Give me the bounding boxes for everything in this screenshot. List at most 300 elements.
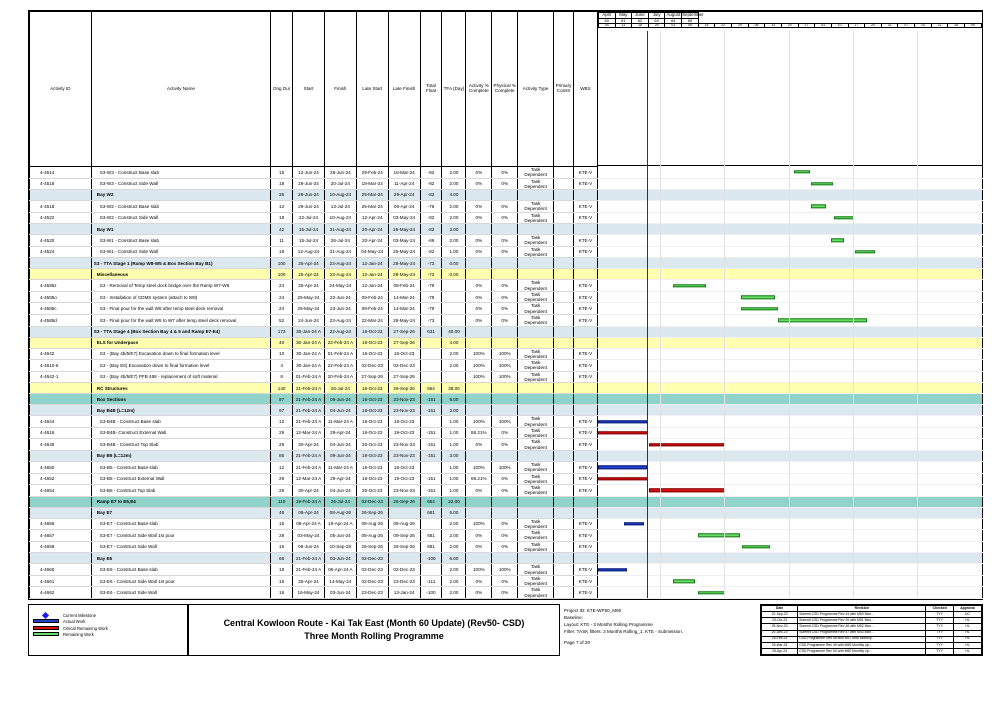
cell-late_finish: [388, 553, 420, 564]
table-row[interactable]: [30, 473, 983, 485]
cell-late_start: 16-Oct-23: [356, 405, 388, 416]
table-row[interactable]: [30, 235, 983, 247]
title-line-1: Central Kowloon Route - Kai Tak East (Month 60 Update) (Rev50- CSD): [223, 617, 525, 628]
cell-activity_name: S3-W1 - Construct Side Wall: [91, 246, 270, 258]
table-row[interactable]: [30, 507, 983, 518]
table-row[interactable]: [30, 201, 983, 213]
revision-col-header: Revision: [798, 606, 926, 612]
cell-start: 21-Feb-24 A: [293, 383, 325, 394]
table-row[interactable]: [30, 394, 983, 405]
table-row[interactable]: [30, 166, 983, 178]
table-row[interactable]: [30, 269, 983, 280]
cell-late_finish: 28-May-24: [388, 315, 420, 327]
cell-start: 25-Apr-24: [293, 258, 325, 269]
cell-activity_id: 4-4642-1: [30, 371, 92, 383]
cell-late_finish: 16-Oct-23: [388, 416, 420, 428]
table-row[interactable]: [30, 360, 983, 372]
col-header-start: Start: [293, 12, 325, 167]
cell-orig_dur: 110: [271, 496, 293, 507]
cell-late_finish: 03-May-24: [388, 212, 420, 224]
cell-finish: 09-Jun-24: [324, 450, 356, 461]
cell-activity_type: Task Dependent: [518, 315, 554, 327]
revision-cell: HL: [954, 636, 982, 642]
col-header-late_start: Late Start: [356, 12, 388, 167]
cell-primary_const: [554, 212, 574, 224]
cell-primary_const: [554, 224, 574, 235]
cell-total_float: 681: [420, 541, 442, 553]
cell-start: 16-May-24: [293, 587, 325, 599]
table-row[interactable]: [30, 291, 983, 303]
cell-wbs: KTE-V: [573, 280, 597, 292]
cell-finish: 10-Aug-24: [324, 190, 356, 201]
table-row[interactable]: [30, 326, 983, 337]
cell-activity_id: [30, 553, 92, 564]
cell-activity_name: Bay E7: [91, 507, 270, 518]
cell-late_finish: 16-Oct-23: [388, 461, 420, 473]
cell-orig_dur: 85: [271, 450, 293, 461]
cell-primary_const: [554, 166, 574, 178]
cell-orig_dur: 40: [271, 337, 293, 348]
cell-physical_pct: 0%: [492, 439, 518, 451]
revision-cell: HL: [954, 630, 982, 636]
cell-start: 21-Feb-24 A: [293, 564, 325, 576]
title-line-2: Three Month Rolling Programme: [304, 631, 444, 641]
cell-start: 21-Feb-24 A: [293, 553, 325, 564]
cell-activity_name: Bay W1: [91, 224, 270, 235]
cell-finish: 23-Aug-24: [324, 315, 356, 327]
table-row[interactable]: [30, 575, 983, 587]
cell-activity_id: [30, 326, 92, 337]
cell-finish: 28-Jun-24: [324, 166, 356, 178]
cell-tfa_day: 4.00: [442, 337, 466, 348]
cell-activity_id: 4-4652: [30, 473, 92, 485]
cell-total_float: [420, 564, 442, 576]
cell-physical_pct: 100%: [492, 461, 518, 473]
col-header-activity_type: Activity Type: [518, 12, 554, 167]
table-row[interactable]: [30, 315, 983, 327]
cell-activity_name: S3-E7 - Construct Side Wall: [91, 541, 270, 553]
cell-activity_pct: 0%: [466, 439, 492, 451]
cell-orig_dur: 24: [271, 280, 293, 292]
col-header-total_float: Total Float: [420, 12, 442, 167]
gantt-bar: [598, 431, 648, 434]
cell-activity_id: 4-4520: [30, 235, 92, 247]
cell-late_start: 08-Aug-26: [356, 530, 388, 542]
cell-finish: 11-Mar-24 A: [324, 416, 356, 428]
cell-late_start: 16-Oct-23: [356, 337, 388, 348]
cell-activity_pct: [466, 496, 492, 507]
cell-start: 29-Jun-24: [293, 178, 325, 190]
cell-activity_id: 4-4514: [30, 166, 92, 178]
cell-late_finish: 02-Dec-23: [388, 360, 420, 372]
project-id: Project ID: KTE-WP50_M60: [564, 608, 622, 613]
col-header-orig_dur: Orig Dur: [271, 12, 293, 167]
cell-wbs: KTE-V: [573, 201, 597, 213]
table-row[interactable]: [30, 416, 983, 428]
cell-finish: 10-Aug-24: [324, 212, 356, 224]
cell-primary_const: [554, 450, 574, 461]
cell-activity_type: Task Dependent: [518, 416, 554, 428]
table-row[interactable]: [30, 280, 983, 292]
table-row[interactable]: [30, 541, 983, 553]
cell-physical_pct: [492, 269, 518, 280]
table-row[interactable]: [30, 258, 983, 269]
cell-late_finish: 14-Mar-24: [388, 291, 420, 303]
cell-wbs: [573, 394, 597, 405]
cell-activity_id: 4-4644: [30, 416, 92, 428]
table-row[interactable]: [30, 190, 983, 201]
gantt-bar: [811, 182, 833, 185]
table-row[interactable]: [30, 587, 983, 599]
cell-activity_type: [518, 496, 554, 507]
cell-wbs: KTE-V: [573, 178, 597, 190]
cell-late_finish: [388, 507, 420, 518]
cell-primary_const: [554, 575, 574, 587]
cell-tfa_day: 4.00: [442, 190, 466, 201]
legend-item: [33, 613, 187, 618]
table-row[interactable]: [30, 450, 983, 461]
table-row[interactable]: [30, 427, 983, 439]
cell-activity_name: S3-B4B- Construct External Wall: [91, 427, 270, 439]
cell-activity_name: S3-W2 - Construct Base slab: [91, 201, 270, 213]
cell-start: 06-Jun-24: [293, 541, 325, 553]
cell-late_start: 25-Mar-24: [356, 201, 388, 213]
cell-orig_dur: 29: [271, 473, 293, 485]
cell-activity_name: S3 - Installation of CDMS system (attach to W8): [91, 291, 270, 303]
cell-late_finish: 29-Apr-24: [388, 190, 420, 201]
cell-wbs: KTE-V: [573, 303, 597, 315]
cell-activity_type: Task Dependent: [518, 291, 554, 303]
title-block: [188, 604, 560, 656]
cell-activity_type: Task Dependent: [518, 427, 554, 439]
cell-primary_const: [554, 564, 574, 576]
cell-primary_const: [554, 383, 574, 394]
cell-physical_pct: [492, 258, 518, 269]
cell-orig_dur: 15: [271, 518, 293, 530]
table-row[interactable]: [30, 564, 983, 576]
cell-physical_pct: 100%: [492, 360, 518, 372]
revision-cell: 25-Nov-23: [762, 624, 798, 630]
cell-orig_dur: 18: [271, 212, 293, 224]
cell-tfa_day: 2.00: [442, 518, 466, 530]
cell-finish: 03-Jun-24: [324, 587, 356, 599]
cell-physical_pct: 100%: [492, 348, 518, 360]
cell-activity_name: Bay W2: [91, 190, 270, 201]
cell-primary_const: [554, 360, 574, 372]
cell-orig_dur: 15: [271, 541, 293, 553]
cell-start: 30-Jan-24 A: [293, 360, 325, 372]
cell-tfa_day: 3.00: [442, 224, 466, 235]
table-row[interactable]: [30, 405, 983, 416]
col-header-finish: Finish: [324, 12, 356, 167]
table-row[interactable]: [30, 383, 983, 394]
cell-total_float: -151: [420, 439, 442, 451]
cell-orig_dur: 52: [271, 315, 293, 327]
cell-activity_pct: 0%: [466, 575, 492, 587]
col-header-tfa_day: TFA (Day): [442, 12, 466, 167]
cell-physical_pct: 0%: [492, 518, 518, 530]
legend-item: [33, 632, 187, 637]
cell-total_float: -73: [420, 269, 442, 280]
cell-wbs: KTE-V: [573, 564, 597, 576]
table-row[interactable]: [30, 530, 983, 542]
cell-activity_type: Task Dependent: [518, 587, 554, 599]
cell-activity_type: Task Dependent: [518, 280, 554, 292]
table-row[interactable]: [30, 224, 983, 235]
cell-activity_type: [518, 394, 554, 405]
table-row[interactable]: [30, 496, 983, 507]
gantt-bar: [834, 216, 854, 219]
table-row[interactable]: [30, 303, 983, 315]
cell-late_start: 16-Oct-23: [356, 427, 388, 439]
cell-activity_name: S3-W3 - Construct Base slab: [91, 166, 270, 178]
cell-late_finish: 19-Oct-23: [388, 427, 420, 439]
cell-activity_pct: 0%: [466, 178, 492, 190]
revision-cell: DC: [954, 612, 982, 618]
col-header-activity_pct: Activity % Complete: [466, 12, 492, 167]
cell-activity_pct: [466, 224, 492, 235]
cell-wbs: [573, 507, 597, 518]
cell-activity_type: [518, 190, 554, 201]
cell-physical_pct: 0%: [492, 235, 518, 247]
cell-late_finish: 06-Apr-24: [388, 201, 420, 213]
cell-late_finish: 28-May-24: [388, 258, 420, 269]
cell-activity_id: [30, 394, 92, 405]
cell-activity_type: Task Dependent: [518, 564, 554, 576]
cell-physical_pct: 0%: [492, 246, 518, 258]
cell-activity_name: S3-W1 - Construct Base slab: [91, 235, 270, 247]
cell-tfa_day: 2.00: [442, 575, 466, 587]
revision-cell: Summit CSD Programme Rev 46 with M52 Mon...: [798, 624, 926, 630]
gantt-bar: [598, 568, 627, 571]
cell-tfa_day: 1.00: [442, 485, 466, 497]
cell-late_finish: 23-Nov-23: [388, 450, 420, 461]
cell-orig_dur: 28: [271, 530, 293, 542]
cell-total_float: -111: [420, 575, 442, 587]
cell-orig_dur: 12: [271, 201, 293, 213]
cell-total_float: 654: [420, 496, 442, 507]
cell-total_float: -82: [420, 224, 442, 235]
cell-late_start: 20-Apr-24: [356, 224, 388, 235]
cell-finish: 24-May-24: [324, 280, 356, 292]
cell-start: 21-Feb-24 A: [293, 416, 325, 428]
gantt-bar: [649, 443, 725, 446]
cell-orig_dur: 24: [271, 303, 293, 315]
table-row[interactable]: [30, 439, 983, 451]
page-number: Page 7 of 20: [564, 640, 591, 646]
cell-activity_name: S3-W3 - Construct Side Wall: [91, 178, 270, 190]
cell-physical_pct: 0%: [492, 427, 518, 439]
cell-late_start: 26-Sep-26: [356, 541, 388, 553]
cell-orig_dur: 97: [271, 394, 293, 405]
cell-physical_pct: 0%: [492, 587, 518, 599]
gantt-bar: [831, 239, 843, 242]
cell-start: 12-Mar-24 A: [293, 473, 325, 485]
cell-wbs: [573, 326, 597, 337]
cell-finish: 20-Feb-24 A: [324, 371, 356, 383]
cell-finish: 04-Jun-24: [324, 405, 356, 416]
cell-physical_pct: 0%: [492, 541, 518, 553]
cell-orig_dur: 12: [271, 461, 293, 473]
cell-wbs: KTE-V: [573, 166, 597, 178]
revision-col-header: Checked: [926, 606, 954, 612]
cell-activity_name: Bay B4B (L=12m): [91, 405, 270, 416]
cell-activity_type: Task Dependent: [518, 518, 554, 530]
milestone-diamond-icon: [33, 613, 59, 618]
cell-total_float: -82: [420, 178, 442, 190]
baseline: Baseline:: [564, 615, 583, 621]
cell-late_start: 20-Oct-23: [356, 439, 388, 451]
cell-activity_type: Task Dependent: [518, 212, 554, 224]
cell-orig_dur: 11: [271, 235, 293, 247]
cell-orig_dur: 100: [271, 258, 293, 269]
cell-tfa_day: 0.00: [442, 269, 466, 280]
table-row[interactable]: [30, 518, 983, 530]
cell-primary_const: [554, 235, 574, 247]
cell-late_start: 23-Dec-23: [356, 587, 388, 599]
cell-activity_type: [518, 507, 554, 518]
legend-bar-icon: [33, 619, 59, 624]
cell-activity_id: 4-4516: [30, 178, 92, 190]
cell-orig_dur: 16: [271, 587, 293, 599]
cell-tfa_day: 28.00: [442, 383, 466, 394]
cell-total_float: -79: [420, 303, 442, 315]
cell-total_float: -100: [420, 553, 442, 564]
table-row[interactable]: [30, 246, 983, 258]
cell-finish: 14-May-24: [324, 575, 356, 587]
cell-activity_id: 4-4522: [30, 212, 92, 224]
gantt-bar: [778, 319, 867, 322]
table-row[interactable]: [30, 348, 983, 360]
cell-primary_const: [554, 394, 574, 405]
cell-total_float: [420, 461, 442, 473]
table-row[interactable]: [30, 178, 983, 190]
cell-activity_type: Task Dependent: [518, 439, 554, 451]
cell-activity_pct: [466, 326, 492, 337]
cell-late_finish: 11-Apr-24: [388, 178, 420, 190]
cell-primary_const: [554, 280, 574, 292]
table-header-row: Activity ID Activity Name Orig Dur Start Finish Late Start Late Finish Total Float TFA (Day) Activity % Complete Physical % Complete Activity Type Primary Constr WBS April May June July August September 60 61 62 63 64 65 04 11 18 25 01 08 15 22 29 06 13 20 27 03 10 17 24 31 07 14 21 28 05: [30, 12, 983, 166]
cell-tfa_day: 1.00: [442, 473, 466, 485]
cell-activity_pct: 0%: [466, 201, 492, 213]
cell-primary_const: [554, 190, 574, 201]
cell-activity_type: [518, 450, 554, 461]
col-header-activity_name: Activity Name: [91, 12, 270, 167]
cell-physical_pct: [492, 507, 518, 518]
cell-start: 12-Jun-24: [293, 166, 325, 178]
legend-label: Current Milestone: [63, 612, 97, 618]
revision-cell: TYY: [926, 624, 954, 630]
cell-late_start: 02-Dec-23: [356, 575, 388, 587]
cell-activity_type: Task Dependent: [518, 530, 554, 542]
cell-wbs: KTE-V: [573, 575, 597, 587]
cell-orig_dur: 29: [271, 439, 293, 451]
cell-activity_pct: 86.21%: [466, 473, 492, 485]
table-row[interactable]: [30, 212, 983, 224]
cell-total_float: 681: [420, 530, 442, 542]
cell-tfa_day: 2.00: [442, 166, 466, 178]
table-row[interactable]: [30, 337, 983, 348]
revision-row: [762, 648, 982, 654]
cell-activity_pct: 0%: [466, 485, 492, 497]
cell-activity_name: S3 - TTA Stage 4 (Box Section Bay 4 & 5 and Ramp E7-E4): [91, 326, 270, 337]
cell-start: 12-Aug-24: [293, 246, 325, 258]
table-row[interactable]: [30, 461, 983, 473]
cell-primary_const: [554, 258, 574, 269]
cell-activity_pct: [466, 450, 492, 461]
cell-orig_dur: 46: [271, 507, 293, 518]
cell-late_finish: 02-Dec-23: [388, 564, 420, 576]
project-info-block: [560, 604, 760, 656]
cell-finish: 04-Jun-24: [324, 485, 356, 497]
cell-start: 08-Apr-24 A: [293, 518, 325, 530]
cell-physical_pct: 0%: [492, 485, 518, 497]
cell-start: 15-Jul-24: [293, 224, 325, 235]
table-row[interactable]: [30, 553, 983, 564]
table-row[interactable]: [30, 371, 983, 383]
cell-activity_type: Task Dependent: [518, 371, 554, 383]
cell-primary_const: [554, 439, 574, 451]
cell-finish: 22-Feb-24 A: [324, 337, 356, 348]
cell-tfa_day: 1.00: [442, 461, 466, 473]
cell-start: 25-Apr-24: [293, 280, 325, 292]
cell-total_float: -73: [420, 258, 442, 269]
cell-activity_name: S3 - (Bay 4b/5/E7) PFB 468 - replacement of soft material: [91, 371, 270, 383]
cell-tfa_day: 2.00: [442, 178, 466, 190]
cell-wbs: [573, 405, 597, 416]
cell-late_start: 16-Oct-23: [356, 394, 388, 405]
cell-primary_const: [554, 246, 574, 258]
table-row[interactable]: [30, 485, 983, 497]
cell-primary_const: [554, 348, 574, 360]
filter: Filter: TASK filters: 3 Months Rolling_1, KTE - Submission.: [564, 629, 684, 635]
cell-physical_pct: 0%: [492, 575, 518, 587]
cell-tfa_day: [442, 291, 466, 303]
cell-activity_pct: 100%: [466, 348, 492, 360]
cell-tfa_day: 1.00: [442, 427, 466, 439]
cell-late_start: 16-Oct-23: [356, 473, 388, 485]
cell-activity_type: [518, 553, 554, 564]
cell-late_start: 09-Feb-24: [356, 303, 388, 315]
cell-late_finish: 28-May-24: [388, 269, 420, 280]
cell-orig_dur: 140: [271, 383, 293, 394]
cell-activity_id: [30, 450, 92, 461]
cell-finish: 22-Feb-24 A: [324, 360, 356, 372]
cell-activity_type: Task Dependent: [518, 246, 554, 258]
cell-wbs: KTE-V: [573, 348, 597, 360]
cell-late_finish: 03-May-24: [388, 235, 420, 247]
cell-start: 21-Feb-24 A: [293, 461, 325, 473]
cell-orig_dur: 12: [271, 416, 293, 428]
cell-finish: 23-Jun-24: [324, 303, 356, 315]
cell-primary_const: [554, 507, 574, 518]
cell-late_start: 29-Feb-24: [356, 166, 388, 178]
cell-wbs: KTE-V: [573, 371, 597, 383]
cell-total_float: -79: [420, 291, 442, 303]
revision-cell: HL: [954, 648, 982, 654]
cell-late_start: 12-Apr-24: [356, 212, 388, 224]
cell-total_float: -151: [420, 450, 442, 461]
cell-activity_pct: 0%: [466, 315, 492, 327]
layout: Layout: KTE - 3 Months Rolling Programme: [564, 622, 653, 628]
cell-wbs: KTE-V: [573, 416, 597, 428]
cell-activity_type: Task Dependent: [518, 178, 554, 190]
cell-total_float: [420, 371, 442, 383]
cell-wbs: KTE-V: [573, 518, 597, 530]
revision-col-header: Date: [762, 606, 798, 612]
revision-cell: Summit CSD Programme Rev 45 with M51 Mon...: [798, 618, 926, 624]
cell-orig_dur: 66: [271, 553, 293, 564]
